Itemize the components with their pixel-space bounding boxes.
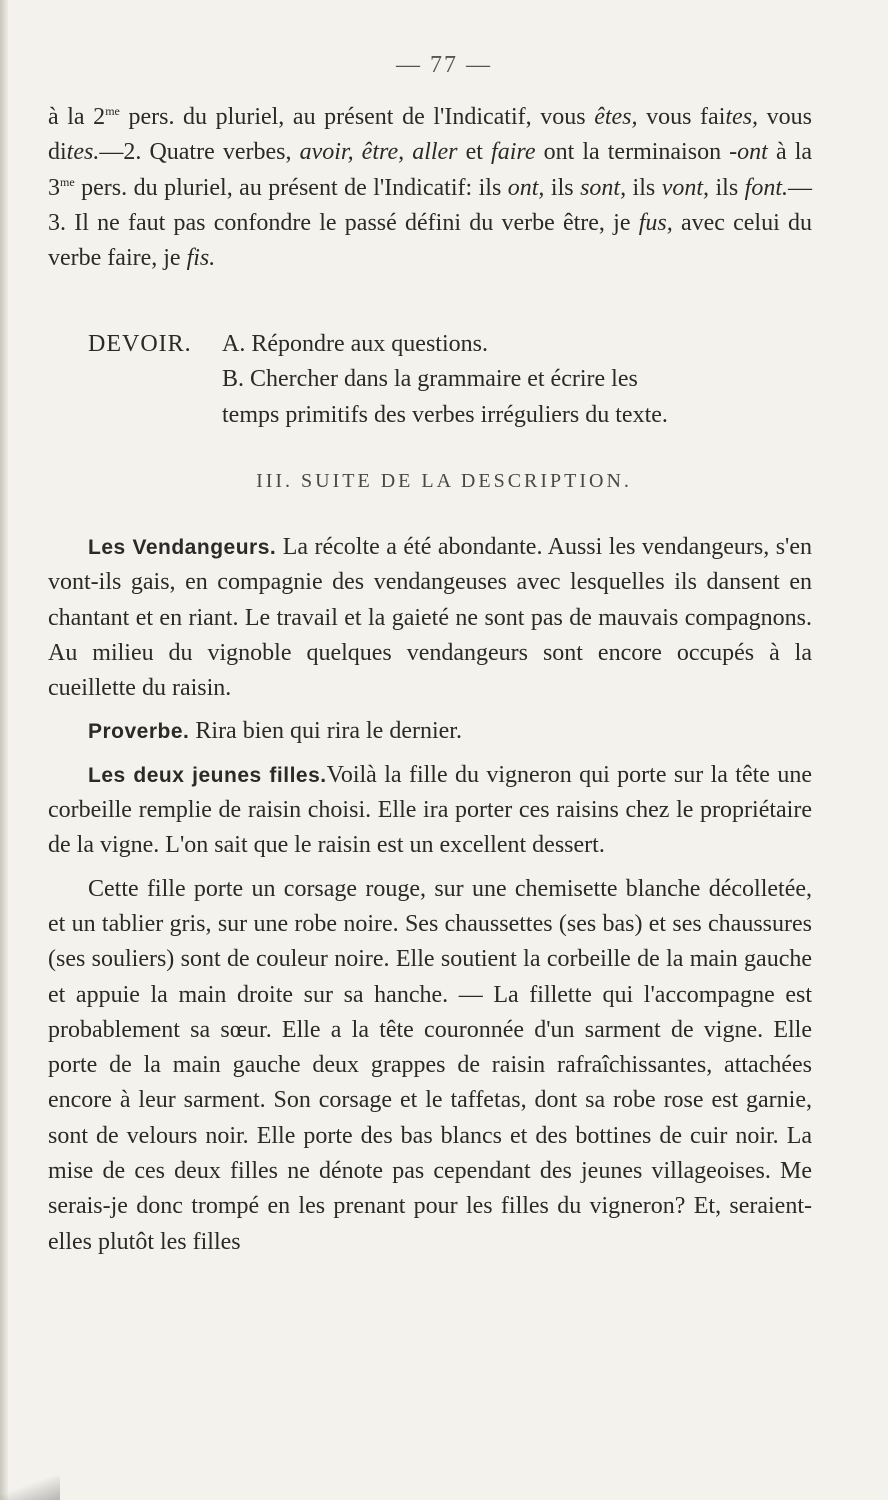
page-corner-shadow — [0, 1476, 60, 1500]
devoir-item-b: B. Chercher dans la grammaire et écrire les — [222, 366, 638, 393]
vendangeurs-title: Les Vendangeurs. — [88, 536, 277, 559]
devoir-item-a: A. Répondre aux questions. — [222, 331, 488, 357]
jeunes-filles-title: Les deux jeunes filles. — [88, 763, 327, 787]
proverbe-title: Proverbe. — [88, 720, 190, 744]
paragraph-cette-fille: Cette fille porte un corsage rouge, sur une chemisette blanche décolletée, et un tablier gris, sur une robe noire. Ses chaussettes (ses bas) et ses chaussures (ses souliers) sont de couleur noire. Elle soutient la corbeille de la main gauche et appuie la main droite sur sa hanche. — La fillette qui l'accompagne est probablement sa sœur. Elle a la tête couronnée d'un sarment de vigne. Elle porte de la main gauche deux grappes de raisin rafraîchissantes, attachées encore à leur sarment. Son corsage et le taffetas, dont sa robe rose est garnie, sont de velours noir. Elle porte des bas blancs et des bottines de cuir noir. La mise de ces deux filles ne dénote pas cependant des jeunes villageoises. Me serais-je donc trompé en les prenant pour les filles du vigneron? Et, seraient-elles plutôt les filles — [48, 875, 812, 1255]
paragraph-jeunes-filles: Les deux jeunes filles.Voilà la fille du vigneron qui porte sur la tête une corbeille remplie de raisin choisi. Elle ira porter ces raisins chez le propriétaire de la vigne. L'on sait que le raisin est un excellent dessert. — [48, 761, 812, 859]
page-left-edge — [0, 0, 8, 1500]
continuation-paragraph: à la $2^{me}$ pers. du pluriel, au présent de l'Indicatif, vous êtes, vous faites, vous dites.—2. Quatre verbes, avoir, être, aller et faire ont la terminaison -ont à la $3^{me}$ pers. du pluriel, au présent de l'Indicatif: ils ont, ils sont, ils vont, ils font.—3. Il ne faut pas confondre le passé défini du verbe être, je fus, avec celui du verbe faire, je fis. — [48, 104, 813, 272]
devoir-block — [88, 327, 818, 433]
paragraph-vendangeurs: Les Vendangeurs. La récolte a été abondante. Aussi les vendangeurs, s'en vont-ils gais, en compagnie des vendangeuses avec lesquelles ils dansent en chantant et en riant. Le travail et la gaieté ne sont pas de mauvais compagnons. Au milieu du vignoble quelques vendangeurs sont encore occupés à la cueillette du raisin. — [48, 534, 813, 702]
devoir-label: DEVOIR. — [88, 331, 192, 357]
devoir-item-b-cont: temps primitifs des verbes irréguliers du texte. — [222, 401, 668, 428]
paragraph-proverbe: Proverbe. Rira bien qui rira le dernier. — [88, 718, 462, 745]
section-heading: III. SUITE DE LA DESCRIPTION. — [256, 470, 632, 492]
section-body — [48, 530, 812, 1260]
page-number: — 77 — — [396, 52, 492, 78]
